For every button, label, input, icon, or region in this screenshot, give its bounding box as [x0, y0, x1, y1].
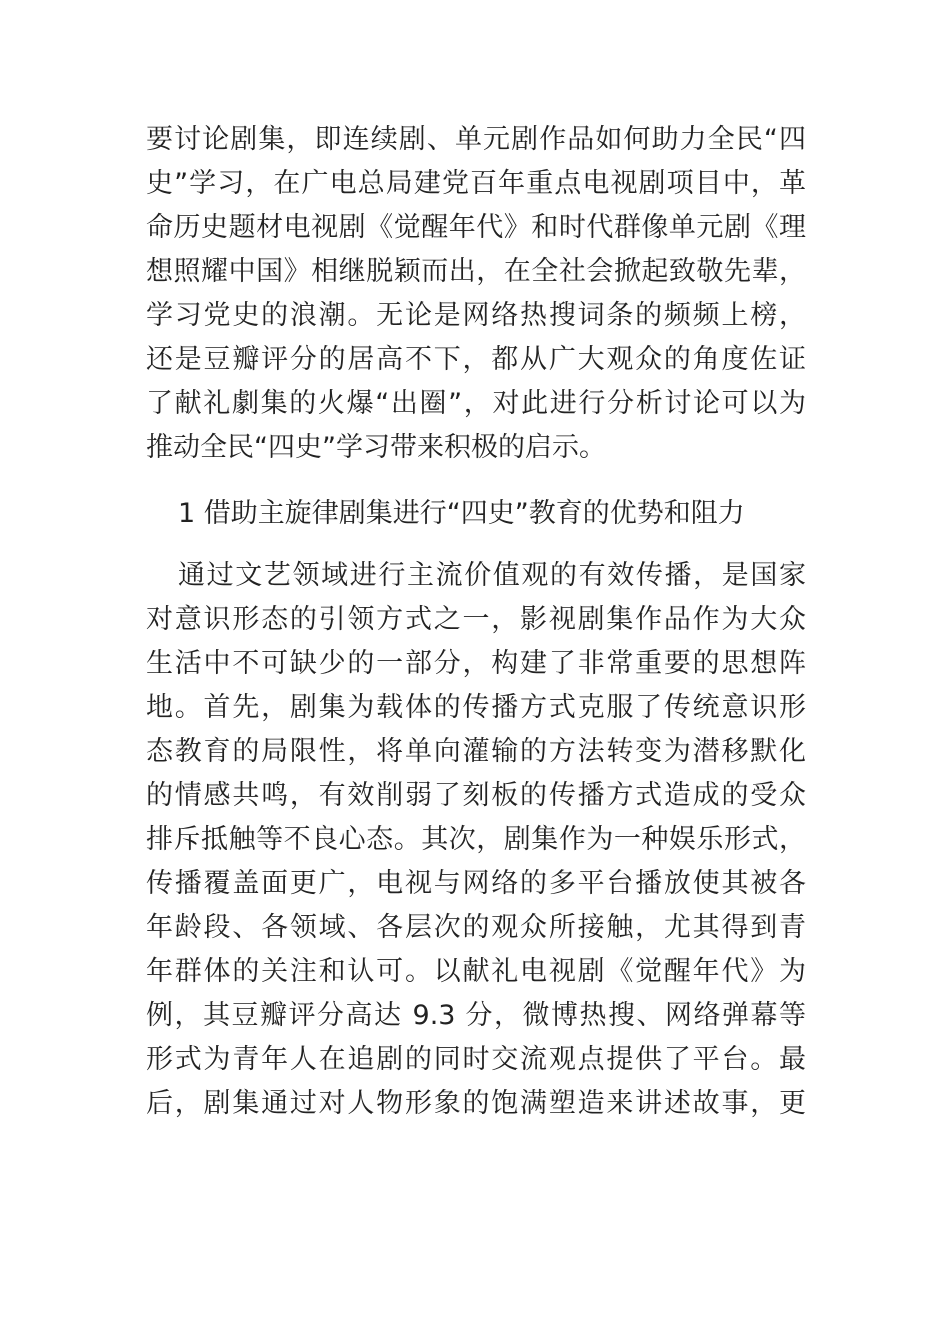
- paragraph-2-line-3: 生活中不可缺少的一部分，构建了非常重要的思想阵: [146, 648, 806, 679]
- paragraph-2-line-13: 后，剧集通过对人物形象的饱满塑造来讲述故事，更: [146, 1088, 806, 1119]
- paragraph-1-line-2: 史”学习，在广电总局建党百年重点电视剧项目中，革: [146, 168, 806, 199]
- paragraph-2-line-5: 态教育的局限性，将单向灌输的方法转变为潜移默化: [146, 736, 806, 767]
- paragraph-1-line-7: 了献礼劇集的火爆“出圈”，对此进行分析讨论可以为: [146, 388, 806, 419]
- paragraph-1-line-4: 想照耀中国》相继脱颖而出，在全社会掀起致敬先辈，: [146, 256, 806, 287]
- paragraph-2-line-2: 对意识形态的引领方式之一，影视剧集作品作为大众: [146, 604, 806, 635]
- section-heading: 1 借助主旋律剧集进行“四史”教育的优势和阻力: [178, 498, 745, 529]
- paragraph-2-line-1: 通过文艺领域进行主流价值观的有效传播，是国家: [178, 560, 806, 591]
- paragraph-2-line-12: 形式为青年人在追剧的同时交流观点提供了平台。最: [146, 1044, 806, 1075]
- paragraph-2-line-11: 例，其豆瓣评分高达 9.3 分，微博热搜、网络弹幕等: [146, 1000, 806, 1031]
- paragraph-1-line-1: 要讨论剧集，即连续剧、单元剧作品如何助力全民“四: [146, 124, 806, 155]
- paragraph-1-line-6: 还是豆瓣评分的居高不下，都从广大观众的角度佐证: [146, 344, 806, 375]
- paragraph-2-line-8: 传播覆盖面更广，电视与网络的多平台播放使其被各: [146, 868, 806, 899]
- paragraph-1-line-5: 学习党史的浪潮。无论是网络热搜词条的频频上榜，: [146, 300, 806, 331]
- paragraph-2-line-10: 年群体的关注和认可。以献礼电视剧《觉醒年代》为: [146, 956, 806, 987]
- paragraph-2-line-9: 年龄段、各领域、各层次的观众所接触，尤其得到青: [146, 912, 806, 943]
- paragraph-1-line-8: 推动全民“四史”学习带来积极的启示。: [146, 432, 606, 463]
- paragraph-2-line-7: 排斥抵触等不良心态。其次，剧集作为一种娱乐形式，: [146, 824, 806, 855]
- paragraph-2-line-6: 的情感共鸣，有效削弱了刻板的传播方式造成的受众: [146, 780, 806, 811]
- paragraph-1-line-3: 命历史题材电视剧《觉醒年代》和时代群像单元剧《理: [146, 212, 806, 243]
- paragraph-2-line-4: 地。首先，剧集为载体的传播方式克服了传统意识形: [146, 692, 806, 723]
